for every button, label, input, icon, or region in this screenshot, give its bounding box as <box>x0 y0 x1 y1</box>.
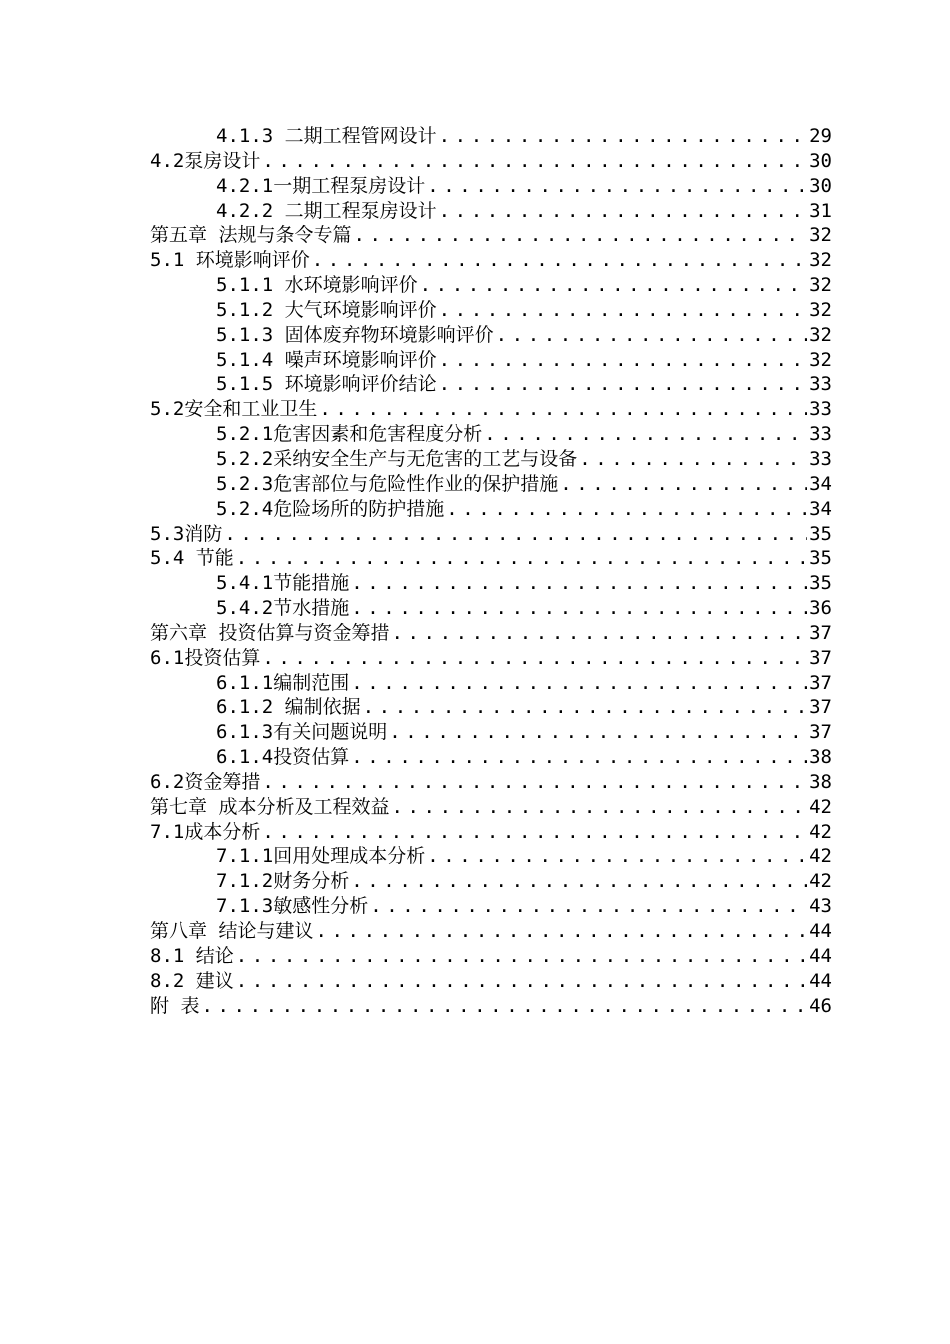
toc-entry[interactable] <box>150 646 832 671</box>
toc-entry-page-number: 44 <box>809 969 832 992</box>
toc-entry-page-number: 32 <box>809 249 832 272</box>
toc-dot-leader <box>351 745 807 770</box>
toc-dot-leader <box>315 919 807 944</box>
toc-entry[interactable] <box>150 472 832 497</box>
toc-dot-leader <box>439 348 807 373</box>
toc-entry-title: 5.1.4 噪声环境影响评价 <box>216 348 437 371</box>
toc-entry-title: 5.4.2节水措施 <box>216 597 350 620</box>
toc-dot-leader <box>370 894 807 919</box>
toc-entry-title: 6.1.3有关问题说明 <box>216 721 388 744</box>
toc-entry[interactable] <box>150 596 832 621</box>
toc-entry-title: 6.1.4投资估算 <box>216 746 350 769</box>
toc-entry-page-number: 32 <box>809 224 832 247</box>
toc-entry-page-number: 37 <box>809 696 832 719</box>
toc-dot-leader <box>236 546 807 571</box>
toc-entry-title: 8.2 建议 <box>150 969 234 992</box>
toc-dot-leader <box>236 944 807 969</box>
toc-entry-page-number: 38 <box>809 746 832 769</box>
toc-entry-page-number: 31 <box>809 199 832 222</box>
toc-entry[interactable] <box>150 969 832 994</box>
toc-entry-page-number: 43 <box>809 895 832 918</box>
toc-entry-title: 第八章 结论与建议 <box>150 920 314 942</box>
toc-entry[interactable] <box>150 422 832 447</box>
toc-entry[interactable] <box>150 944 832 969</box>
toc-entry-page-number: 33 <box>809 398 832 421</box>
toc-entry-title: 7.1成本分析 <box>150 820 261 843</box>
toc-entry[interactable] <box>150 745 832 770</box>
toc-dot-leader <box>351 671 807 696</box>
toc-entry[interactable] <box>150 273 832 298</box>
toc-dot-leader <box>484 422 807 447</box>
toc-entry-title: 6.1投资估算 <box>150 646 261 669</box>
toc-dot-leader <box>389 720 807 745</box>
toc-entry[interactable] <box>150 149 832 174</box>
toc-dot-leader <box>439 372 807 397</box>
toc-entry[interactable] <box>150 770 832 795</box>
toc-dot-leader <box>560 472 807 497</box>
toc-entry[interactable] <box>150 348 832 373</box>
toc-entry-page-number: 33 <box>809 373 832 396</box>
toc-entry-page-number: 37 <box>809 621 832 644</box>
toc-entry[interactable] <box>150 919 832 944</box>
toc-entry-title: 5.2.4危险场所的防护措施 <box>216 497 445 520</box>
toc-dot-leader <box>351 596 807 621</box>
toc-entry-page-number: 36 <box>809 597 832 620</box>
toc-entry-title: 8.1 结论 <box>150 944 234 967</box>
toc-dot-leader <box>319 397 807 422</box>
toc-dot-leader <box>427 844 807 869</box>
toc-entry-title: 4.1.3 二期工程管网设计 <box>216 125 437 147</box>
toc-entry-title: 4.2.1一期工程泵房设计 <box>216 174 426 197</box>
toc-entry-page-number: 33 <box>809 423 832 446</box>
toc-entry-page-number: 34 <box>809 472 832 495</box>
toc-entry[interactable] <box>150 621 832 646</box>
toc-entry-page-number: 37 <box>809 646 832 669</box>
toc-entry[interactable] <box>150 994 832 1019</box>
toc-dot-leader <box>262 820 807 845</box>
toc-entry[interactable] <box>150 497 832 522</box>
toc-entry-title: 7.1.1回用处理成本分析 <box>216 845 426 868</box>
toc-entry-title: 5.1.3 固体废弃物环境影响评价 <box>216 323 494 346</box>
toc-entry-title: 6.1.1编制范围 <box>216 671 350 694</box>
toc-dot-leader <box>262 646 807 671</box>
toc-entry-title: 附 表 <box>150 994 200 1017</box>
toc-dot-leader <box>312 248 807 273</box>
toc-entry-title: 4.2.2 二期工程泵房设计 <box>216 199 437 222</box>
toc-entry[interactable] <box>150 248 832 273</box>
toc-entry-title: 5.2.2采纳安全生产与无危害的工艺与设备 <box>216 447 578 470</box>
toc-entry-page-number: 42 <box>809 795 832 818</box>
toc-entry-title: 6.2资金筹措 <box>150 770 261 793</box>
toc-entry-page-number: 37 <box>809 721 832 744</box>
toc-entry-page-number: 35 <box>809 522 832 545</box>
toc-entry-title: 7.1.3敏感性分析 <box>216 895 369 918</box>
toc-entry-page-number: 33 <box>809 447 832 470</box>
toc-entry-title: 第五章 法规与条令专篇 <box>150 224 352 247</box>
toc-entry-title: 5.1.1 水环境影响评价 <box>216 274 418 297</box>
toc-entry[interactable] <box>150 695 832 720</box>
toc-entry-title: 5.4.1节能措施 <box>216 572 350 595</box>
toc-dot-leader <box>262 770 807 795</box>
toc-dot-leader <box>353 223 807 248</box>
toc-dot-leader <box>420 273 807 298</box>
toc-entry-page-number: 29 <box>809 125 832 147</box>
toc-dot-leader <box>236 969 807 994</box>
toc-entry[interactable] <box>150 795 832 820</box>
toc-entry[interactable] <box>150 447 832 472</box>
toc-entry[interactable] <box>150 869 832 894</box>
toc-entry-page-number: 35 <box>809 572 832 595</box>
toc-entry-page-number: 46 <box>809 994 832 1017</box>
toc-entry-title: 5.1.2 大气环境影响评价 <box>216 298 437 321</box>
toc-entry-page-number: 32 <box>809 348 832 371</box>
toc-dot-leader <box>391 795 807 820</box>
toc-entry-page-number: 44 <box>809 944 832 967</box>
toc-entry[interactable] <box>150 298 832 323</box>
toc-entry-page-number: 42 <box>809 820 832 843</box>
toc-entry-title: 5.3消防 <box>150 522 223 545</box>
toc-dot-leader <box>439 298 807 323</box>
toc-entry[interactable] <box>150 223 832 248</box>
toc-entry-page-number: 32 <box>809 274 832 297</box>
toc-entry[interactable] <box>150 894 832 919</box>
toc-dot-leader <box>201 994 807 1019</box>
toc-entry-title: 5.1 环境影响评价 <box>150 249 310 272</box>
toc-dot-leader <box>427 174 807 199</box>
toc-entry[interactable] <box>150 820 832 845</box>
toc-entry[interactable] <box>150 174 832 199</box>
toc-entry-title: 第六章 投资估算与资金筹措 <box>150 621 390 644</box>
toc-entry[interactable] <box>150 671 832 696</box>
toc-entry[interactable] <box>150 124 832 149</box>
toc-dot-leader <box>351 869 807 894</box>
toc-entry-title: 5.4 节能 <box>150 547 234 570</box>
toc-entry-page-number: 32 <box>809 323 832 346</box>
toc-entry-page-number: 30 <box>809 149 832 172</box>
toc-dot-leader <box>579 447 807 472</box>
toc-entry-title: 5.2.1危害因素和危害程度分析 <box>216 423 483 446</box>
toc-entry-page-number: 34 <box>809 497 832 520</box>
toc-entry[interactable] <box>150 720 832 745</box>
toc-entry[interactable] <box>150 844 832 869</box>
toc-entry-page-number: 37 <box>809 671 832 694</box>
toc-entry[interactable] <box>150 571 832 596</box>
toc-entry-page-number: 42 <box>809 845 832 868</box>
toc-entry-page-number: 30 <box>809 174 832 197</box>
toc-entry[interactable] <box>150 199 832 224</box>
toc-dot-leader <box>262 149 807 174</box>
toc-entry-title: 5.2.3危害部位与危险性作业的保护措施 <box>216 472 559 495</box>
toc-dot-leader <box>363 695 807 720</box>
toc-entry[interactable] <box>150 522 832 547</box>
toc-dot-leader <box>351 571 807 596</box>
toc-entry-title: 第七章 成本分析及工程效益 <box>150 795 390 818</box>
table-of-contents <box>150 124 832 1018</box>
toc-dot-leader <box>224 522 807 547</box>
toc-dot-leader <box>391 621 807 646</box>
toc-entry-page-number: 35 <box>809 547 832 570</box>
toc-entry[interactable] <box>150 546 832 571</box>
toc-dot-leader <box>439 199 807 224</box>
toc-dot-leader <box>496 323 807 348</box>
toc-entry-page-number: 38 <box>809 770 832 793</box>
toc-dot-leader <box>446 497 807 522</box>
toc-entry-page-number: 42 <box>809 870 832 893</box>
toc-entry[interactable] <box>150 397 832 422</box>
toc-entry-page-number: 32 <box>809 298 832 321</box>
toc-entry-page-number: 44 <box>809 920 832 942</box>
toc-entry-title: 5.1.5 环境影响评价结论 <box>216 373 437 396</box>
toc-entry[interactable] <box>150 323 832 348</box>
toc-dot-leader <box>439 124 807 149</box>
toc-entry-title: 7.1.2财务分析 <box>216 870 350 893</box>
toc-entry-title: 4.2泵房设计 <box>150 149 261 172</box>
toc-entry-title: 6.1.2 编制依据 <box>216 696 361 719</box>
toc-entry-title: 5.2安全和工业卫生 <box>150 398 318 421</box>
toc-entry[interactable] <box>150 372 832 397</box>
